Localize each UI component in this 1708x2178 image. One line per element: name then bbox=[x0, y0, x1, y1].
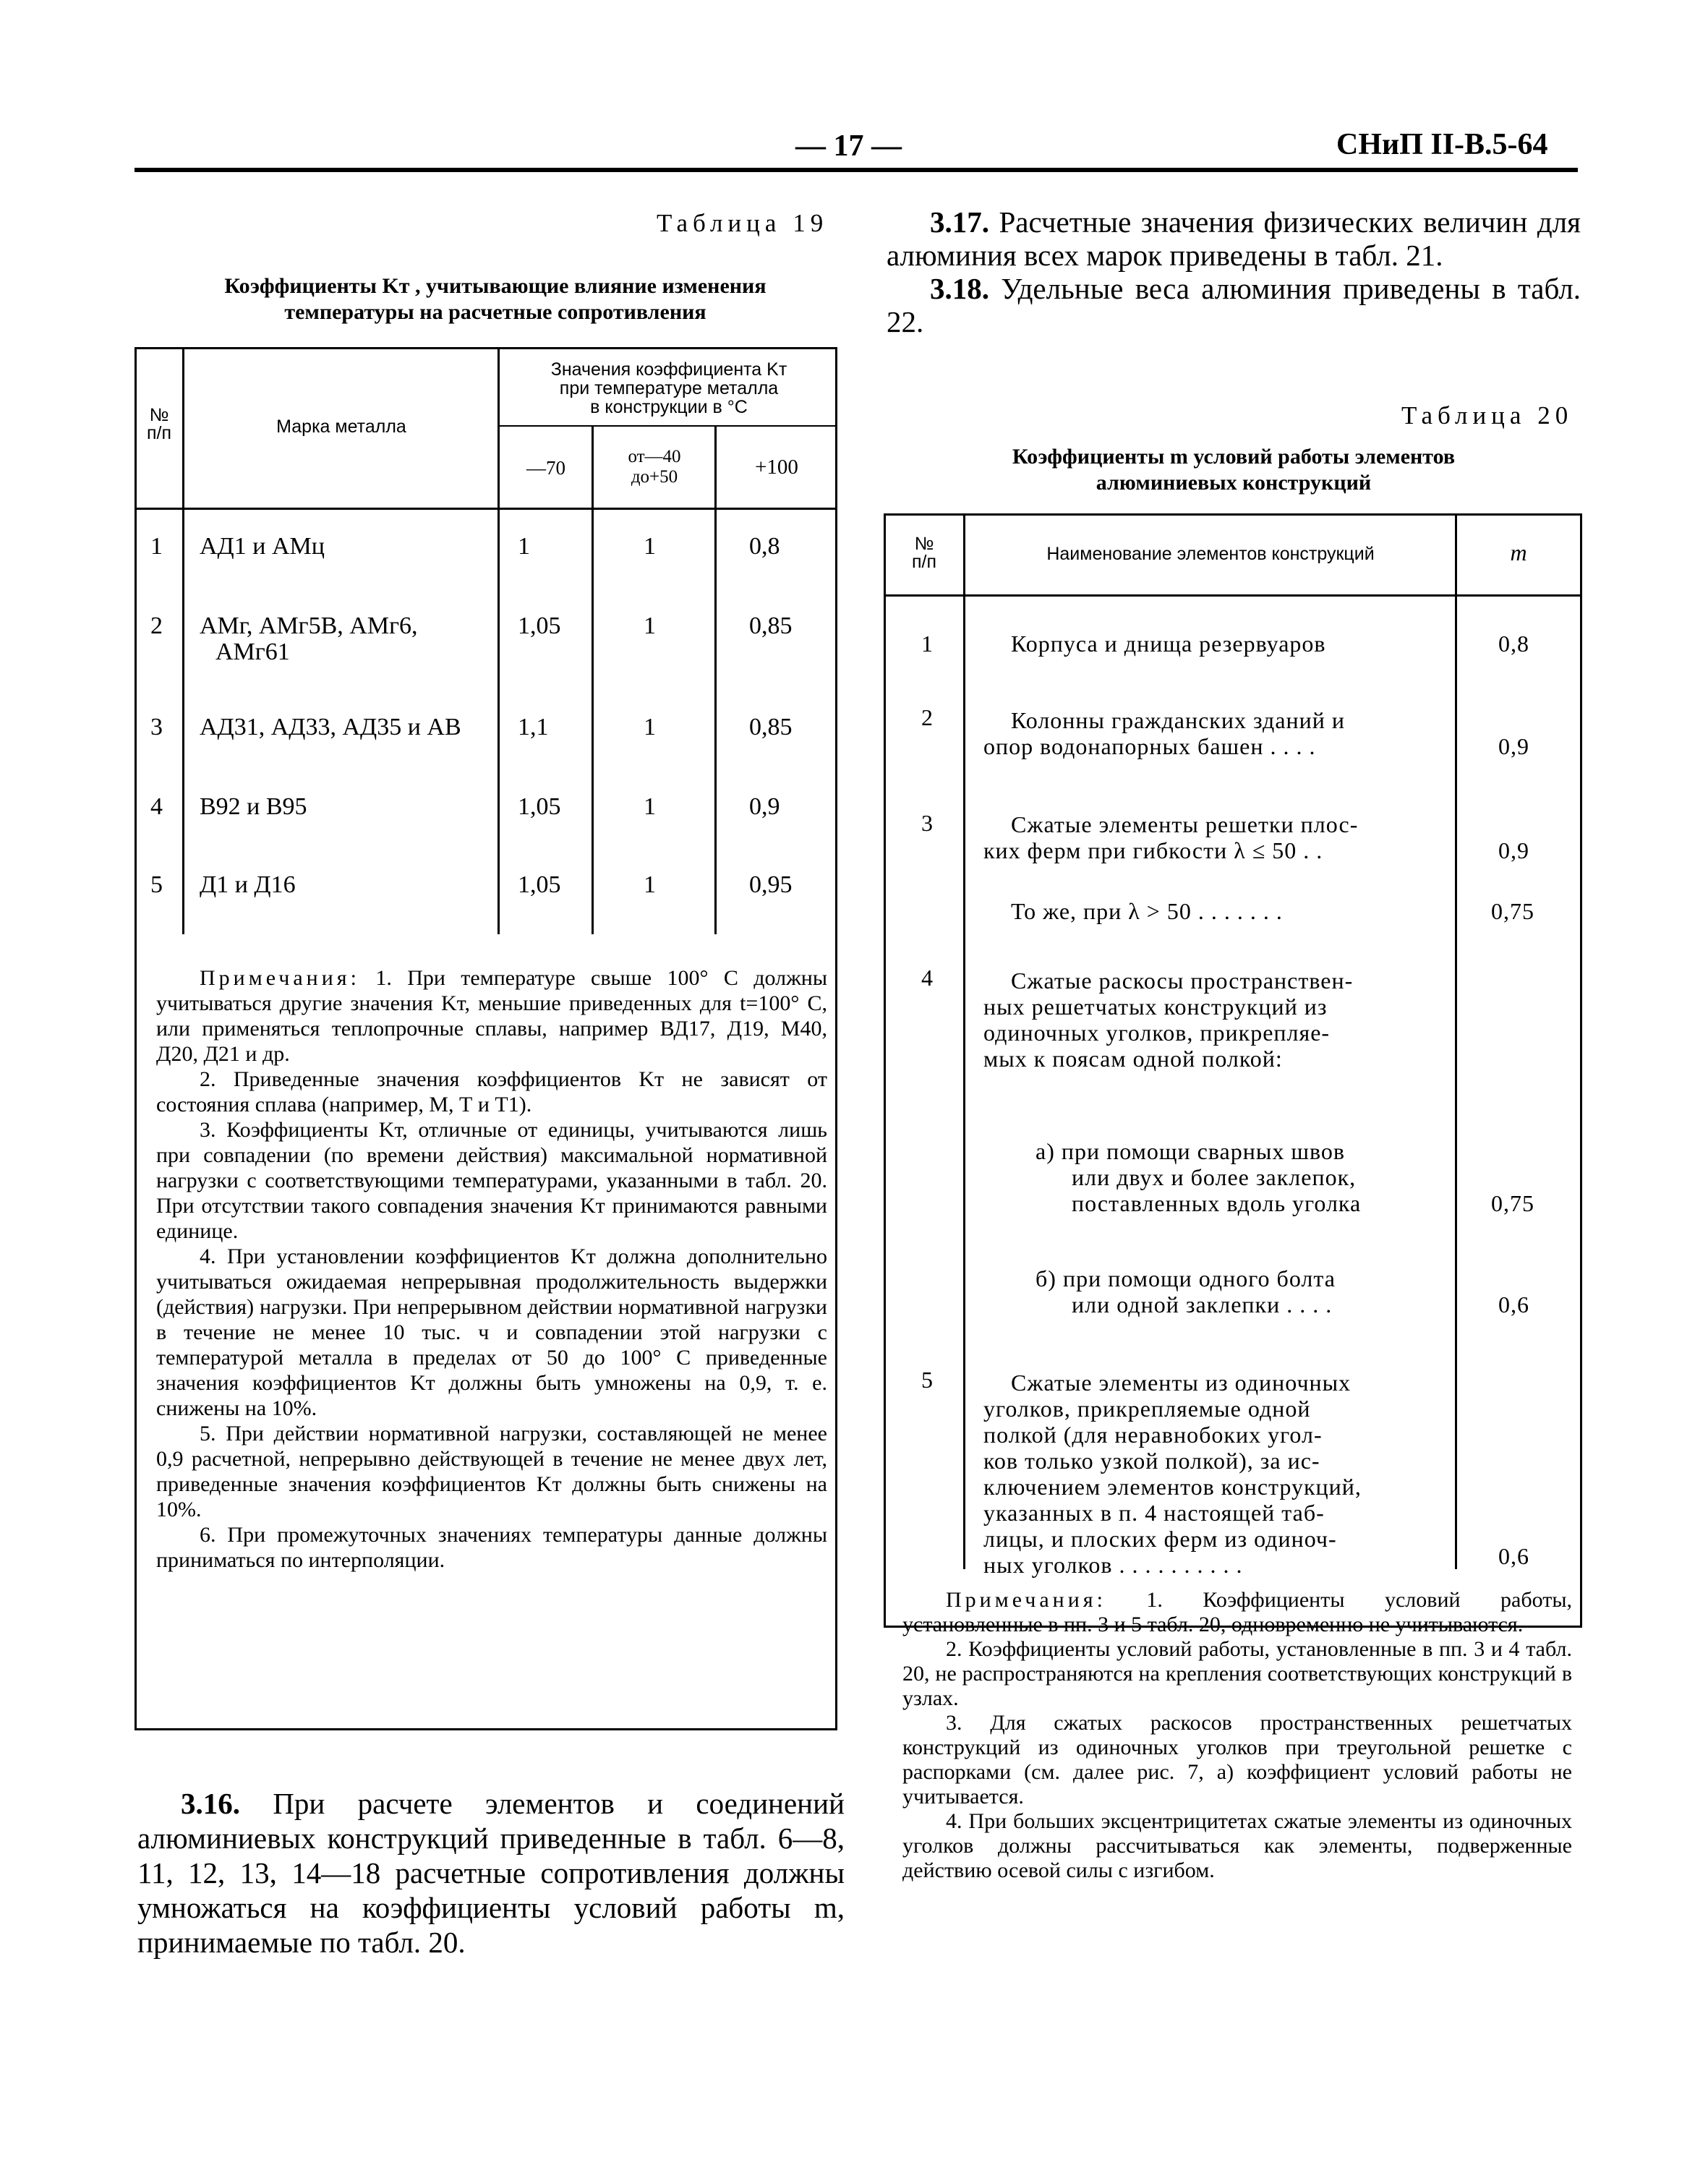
row-line: ных решетчатых конструкций из bbox=[983, 994, 1328, 1020]
row-line: Сжатые элементы из одиночных bbox=[1011, 1370, 1352, 1396]
table20-col-divider bbox=[1455, 513, 1457, 1569]
table19-row-value: 1 bbox=[644, 793, 656, 820]
header-text: при температуре металла bbox=[559, 378, 779, 398]
table20-header-m: m bbox=[1510, 539, 1527, 565]
table20-title-line2: алюминиевых конструкций bbox=[1096, 471, 1372, 495]
table19-bottom-rule bbox=[134, 1728, 837, 1730]
table20-row-number: 1 bbox=[921, 631, 934, 657]
table19-row-value: 0,85 bbox=[749, 612, 793, 639]
table19-row-value: 1,1 bbox=[518, 714, 549, 740]
table19-row-number: 5 bbox=[150, 871, 163, 898]
table19-title bbox=[137, 273, 853, 325]
row-line: Сжатые раскосы пространствен- bbox=[1011, 968, 1354, 994]
table19-right-border bbox=[835, 347, 837, 1730]
header-text: № bbox=[149, 405, 169, 425]
table19-title-line1: Коэффициенты Kт , учитывающие влияние изменения bbox=[224, 274, 767, 298]
table19-row-number: 2 bbox=[150, 612, 163, 639]
table19-left-border bbox=[134, 347, 137, 1730]
table19-col-divider bbox=[182, 347, 184, 934]
table20-row-text: Корпуса и днища резервуаров bbox=[1011, 631, 1326, 657]
row-line: б) при помощи одного болта bbox=[1036, 1265, 1336, 1291]
header-text: № bbox=[914, 534, 934, 554]
table19-label: Таблица 19 bbox=[657, 209, 829, 237]
row-line: ных уголков . . . . . . . . . . bbox=[983, 1552, 1243, 1578]
table19-col-divider bbox=[714, 425, 717, 934]
paragraph-number: 3.18. bbox=[930, 272, 989, 305]
table20-row-text bbox=[983, 1370, 1455, 1578]
note-item: 3. Коэффициенты Kт, отличные от единицы, учитываются лишь при совпадении (по времени действия) максимальной нормативной нагрузки с соответствующими температурами, указанными в табл. 20. При отсутствии такого совпадения значения Kт принимаются равными единице. bbox=[156, 1118, 827, 1243]
table19-row-number: 1 bbox=[150, 533, 163, 560]
note-item: 3. Для сжатых раскосов пространственных решетчатых конструкций из одиночных уголков при треугольной решетке с распорками (см. далее рис. 7, а) коэффициент условий работы не учитывается. bbox=[902, 1711, 1572, 1808]
notes-heading: Примечания: bbox=[946, 1588, 1106, 1612]
table19-row-value: 0,9 bbox=[749, 793, 780, 820]
note-item: 5. При действии нормативной нагрузки, составляющей не менее 0,9 расчетной, непрерывно действующей в течение не менее двух лет, приведенные значения коэффициентов Kт должны быть снижены на 10%. bbox=[156, 1422, 827, 1521]
table20-header-bottom-rule bbox=[884, 594, 1582, 597]
note-item: 2. Коэффициенты условий работы, установленные в пп. 3 и 4 табл. 20, не распространяются на крепления соответствующих конструкций в узлах. bbox=[902, 1637, 1572, 1710]
table19-row-value: 0,8 bbox=[749, 533, 780, 560]
table20-row-text: То же, при λ > 50 . . . . . . . bbox=[1011, 898, 1283, 924]
table20-title-line1: Коэффициенты m условий работы элементов bbox=[1012, 445, 1456, 469]
table19-row-grade: АД31, АД33, АД35 и АВ bbox=[200, 714, 461, 740]
table20-row-m: 0,9 bbox=[1498, 733, 1529, 759]
page-number: — 17 — bbox=[795, 129, 902, 163]
row-line: полкой (для неравнобоких угол- bbox=[983, 1422, 1323, 1448]
table20 bbox=[884, 513, 1582, 1627]
row-line: или одной заклепки . . . . bbox=[1072, 1291, 1333, 1318]
paragraph-number: 3.17. bbox=[930, 205, 989, 239]
row-line: ков только узкой полкой), за ис- bbox=[983, 1448, 1320, 1474]
table20-label: Таблица 20 bbox=[1401, 401, 1574, 430]
table19-row-grade: АД1 и АМц bbox=[200, 533, 325, 560]
notes-heading: Примечания: bbox=[200, 966, 360, 990]
row-line: лицы, и плоских ферм из одиноч- bbox=[983, 1526, 1337, 1552]
table20-left-border bbox=[884, 513, 886, 1627]
table19-header-bottom-rule bbox=[134, 508, 837, 510]
table20-title bbox=[887, 444, 1581, 496]
table20-row-m: 0,9 bbox=[1498, 837, 1529, 863]
table19-col-divider bbox=[592, 425, 594, 934]
header-text: в конструкции в °С bbox=[590, 397, 748, 417]
paragraph-text: Удельные веса алюминия приведены в табл. 22. bbox=[887, 272, 1581, 338]
table19-row-grade: АМг, АМг5В, АМг6, bbox=[200, 612, 418, 639]
table20-row-text bbox=[1036, 1138, 1361, 1216]
row-line: а) при помощи сварных швов bbox=[1036, 1138, 1345, 1164]
row-line: ключением элементов конструкций, bbox=[983, 1474, 1362, 1500]
table19-top-rule bbox=[134, 347, 837, 349]
paragraph-text: Расчетные значения физических величин для алюминия всех марок приведены в табл. 21. bbox=[887, 205, 1581, 272]
table20-header-number bbox=[887, 535, 962, 571]
table19-row-value: 1 bbox=[644, 871, 656, 898]
paragraph-body bbox=[137, 1786, 845, 1960]
table19-row-value: 1,05 bbox=[518, 612, 561, 639]
table20-row-text: опор водонапорных башен . . . . bbox=[983, 733, 1316, 759]
table19-row-grade: Д1 и Д16 bbox=[200, 871, 296, 898]
paragraph-body bbox=[887, 205, 1581, 272]
table19-header-number bbox=[137, 406, 181, 443]
note-item bbox=[156, 965, 827, 1067]
table20-row-text: Сжатые элементы решетки плос- bbox=[1011, 811, 1359, 837]
note-item: 6. При промежуточных значениях температуры данные должны приниматься по интерполяции. bbox=[156, 1523, 827, 1572]
table20-row-m: 0,8 bbox=[1498, 631, 1529, 657]
table19-row-number: 3 bbox=[150, 714, 163, 740]
note-text: 1. Коэффициенты условий работы, установленные в пп. 3 и 5 табл. 20, одновременно не учитываются. bbox=[902, 1588, 1572, 1636]
row-line: мых к поясам одной полкой: bbox=[983, 1046, 1283, 1072]
table19-header-values bbox=[500, 360, 837, 417]
table19-subheader-mid bbox=[594, 447, 714, 487]
table20-right-border bbox=[1580, 513, 1582, 1627]
table20-row-m: 0,75 bbox=[1491, 898, 1534, 924]
table20-row-number: 3 bbox=[921, 810, 934, 836]
table19-col-divider bbox=[498, 347, 500, 934]
header-text: п/п bbox=[146, 423, 172, 443]
table20-row-text: Колонны гражданских зданий и bbox=[1011, 707, 1346, 733]
header-text: п/п bbox=[911, 552, 937, 572]
paragraph-number: 3.16. bbox=[181, 1787, 240, 1820]
row-line: уголков, прикрепляемые одной bbox=[983, 1396, 1311, 1422]
table19-row-value: 1 bbox=[644, 714, 656, 740]
table20-row-text bbox=[983, 968, 1455, 1072]
row-line: поставленных вдоль уголка bbox=[1072, 1190, 1362, 1216]
table19-row-grade: АМг61 bbox=[215, 639, 290, 665]
table20-row-m: 0,6 bbox=[1498, 1543, 1529, 1569]
row-line: или двух и более заклепок, bbox=[1072, 1164, 1357, 1190]
table19-notes bbox=[156, 965, 827, 1573]
row-line: указанных в п. 4 настоящей таб- bbox=[983, 1500, 1325, 1526]
table20-header-name: Наименование элементов конструкций bbox=[1046, 544, 1375, 564]
table20-row-number: 5 bbox=[921, 1367, 934, 1393]
table19-subheader-minus70: —70 bbox=[526, 457, 565, 479]
table19-row-value: 0,95 bbox=[749, 871, 793, 898]
table19-row-value: 1,05 bbox=[518, 793, 561, 820]
table19-row-value: 1 bbox=[644, 612, 656, 639]
paragraph-3-16 bbox=[137, 1786, 845, 1960]
table20-row-m: 0,6 bbox=[1498, 1291, 1529, 1318]
note-item: 2. Приведенные значения коэффициентов Kт не зависят от состояния сплава (например, М, Т и Т1). bbox=[156, 1067, 827, 1116]
note-item: 4. При установлении коэффициентов Kт должна дополнительно учитываться ожидаемая непрерывная продолжительность выдержки (действия) нагрузки. При непрерывном действии нормативной нагрузки в течение не менее 10 тыс. ч и совпадении этой нагрузки с температурой металла в пределах от 50 до 100° С приведенные значения коэффициентов Kт должны быть умножены на 0,9, т. е. снижены на 10%. bbox=[156, 1244, 827, 1420]
table19-row-value: 1 bbox=[518, 533, 530, 560]
table19-title-line2: температуры на расчетные сопротивления bbox=[284, 300, 706, 324]
table20-notes bbox=[902, 1588, 1572, 1883]
note-text: 1. При температуре свыше 100° С должны учитываться другие значения Kт, меньшие приведенных для t=100° С, или применяться теплопрочные сплавы, например ВД17, Д19, М40, Д20, Д21 и др. bbox=[156, 966, 828, 1066]
table19-row-value: 1,05 bbox=[518, 871, 561, 898]
table20-top-rule bbox=[884, 513, 1582, 516]
table19-subheader-rule bbox=[498, 425, 837, 427]
table20-row-number: 2 bbox=[921, 704, 934, 730]
paragraph-text: При расчете элементов и соединений алюминиевых конструкций приведенные в табл. 6—8, 11, 12, 13, 14—18 расчетные сопротивления должны умножаться на коэффициенты условий работы m, принимаемые по табл. 20. bbox=[137, 1787, 845, 1959]
table20-row-text bbox=[1036, 1265, 1336, 1318]
row-line: одиночных уголков, прикрепляе- bbox=[983, 1020, 1331, 1046]
table19-subheader-plus100: +100 bbox=[755, 456, 798, 479]
header-text: от—40 bbox=[628, 447, 681, 466]
table19-row-value: 1 bbox=[644, 533, 656, 560]
paragraph-body bbox=[887, 272, 1581, 338]
table19-header-grade: Марка металла bbox=[276, 417, 406, 437]
paragraphs-3-17-3-18 bbox=[887, 205, 1581, 338]
table20-row-number: 4 bbox=[921, 965, 934, 991]
header-text: до+50 bbox=[631, 467, 678, 487]
table19-row-grade: В92 и В95 bbox=[200, 793, 307, 820]
table20-row-text: ких ферм при гибкости λ ≤ 50 . . bbox=[983, 837, 1323, 863]
header-rule bbox=[134, 168, 1578, 172]
table19-row-value: 0,85 bbox=[749, 714, 793, 740]
table20-col-divider bbox=[963, 513, 965, 1569]
note-item: 4. При больших эксцентрицитетах сжатые элементы из одиночных уголков должны рассчитываться как элементы, подверженные действию осевой силы с изгибом. bbox=[902, 1809, 1572, 1882]
document-code: СНиП II-В.5-64 bbox=[1336, 128, 1548, 161]
note-item bbox=[902, 1588, 1572, 1637]
header-text: Значения коэффициента Kт bbox=[550, 359, 787, 380]
table19-row-number: 4 bbox=[150, 793, 163, 820]
table20-row-m: 0,75 bbox=[1491, 1190, 1534, 1216]
